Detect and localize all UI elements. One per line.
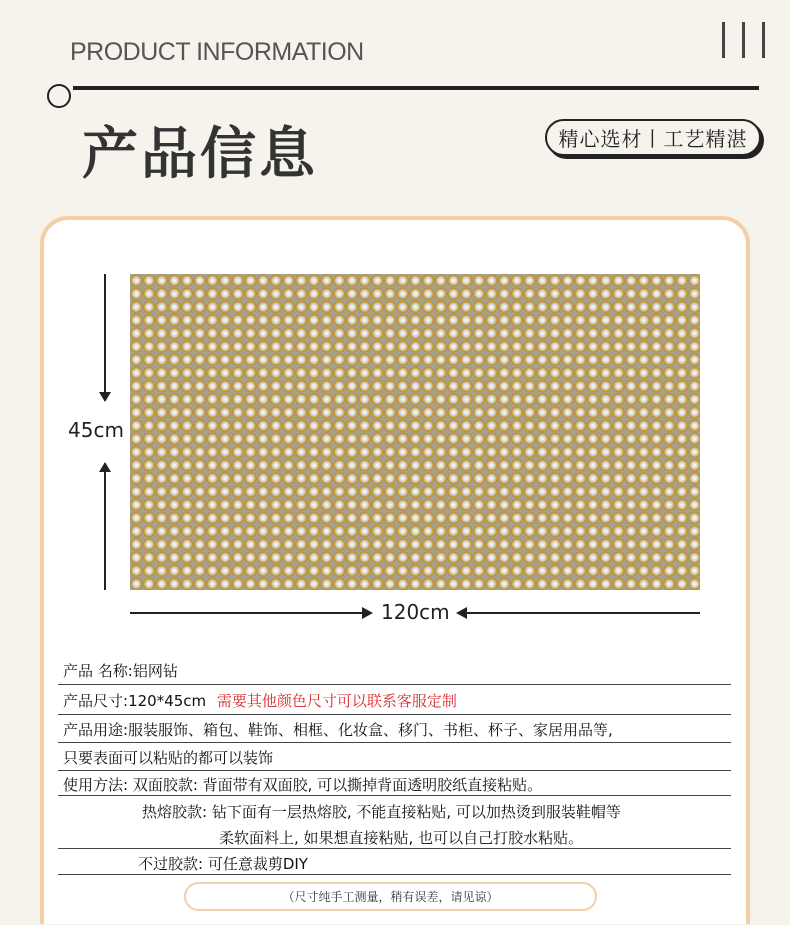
info-rule <box>58 795 731 796</box>
header-divider <box>73 86 759 90</box>
header-circle-decoration <box>47 84 71 108</box>
product-use-row: 产品用途:服装服饰、箱包、鞋饰、相框、化妆盒、移门、书柜、杯子、家居用品等, <box>63 721 613 739</box>
product-use-row-2: 只要表面可以粘贴的都可以装饰 <box>63 749 274 767</box>
no-glue-row: 不过胶款: 可任意裁剪DIY <box>138 855 308 873</box>
height-arrow-top-line <box>104 274 106 394</box>
hotmelt-row: 热熔胶款: 钻下面有一层热熔胶, 不能直接粘贴, 可以加热烫到服装鞋帽等 <box>142 803 621 821</box>
arrow-down-icon <box>99 392 111 402</box>
arrow-right-icon <box>362 607 373 619</box>
slogan-badge: 精心选材丨工艺精湛 <box>545 119 761 156</box>
product-size-row <box>63 690 457 711</box>
height-label: 45cm <box>68 418 124 442</box>
header-english-title: PRODUCT INFORMATION <box>70 38 364 66</box>
size-label: 产品尺寸: <box>63 692 129 710</box>
measurement-note: （尺寸纯手工测量，稍有误差，请见谅） <box>184 882 597 911</box>
info-rule <box>58 714 731 715</box>
width-arrow-right-line <box>465 612 700 614</box>
size-custom-note: 需要其他颜色尺寸可以联系客服定制 <box>216 692 457 710</box>
info-rule <box>58 848 731 849</box>
info-rule <box>58 770 731 771</box>
usage-method-row: 使用方法: 双面胶款: 背面带有双面胶, 可以撕掉背面透明胶纸直接粘贴。 <box>63 776 543 794</box>
info-rule <box>58 684 731 685</box>
header-bars-decoration <box>722 22 765 58</box>
product-name-row: 产品 名称:铝网钻 <box>63 662 178 680</box>
info-rule <box>58 874 731 875</box>
hotmelt-row-2: 柔软面料上, 如果想直接粘贴, 也可以自己打胶水粘贴。 <box>219 829 584 847</box>
rhinestone-mesh-image <box>130 274 700 590</box>
page-title: 产品信息 <box>82 122 318 187</box>
height-arrow-bottom-line <box>104 470 106 590</box>
size-value: 120*45cm <box>128 692 207 710</box>
width-label: 120cm <box>381 600 450 624</box>
width-arrow-left-line <box>130 612 364 614</box>
info-rule <box>58 742 731 743</box>
